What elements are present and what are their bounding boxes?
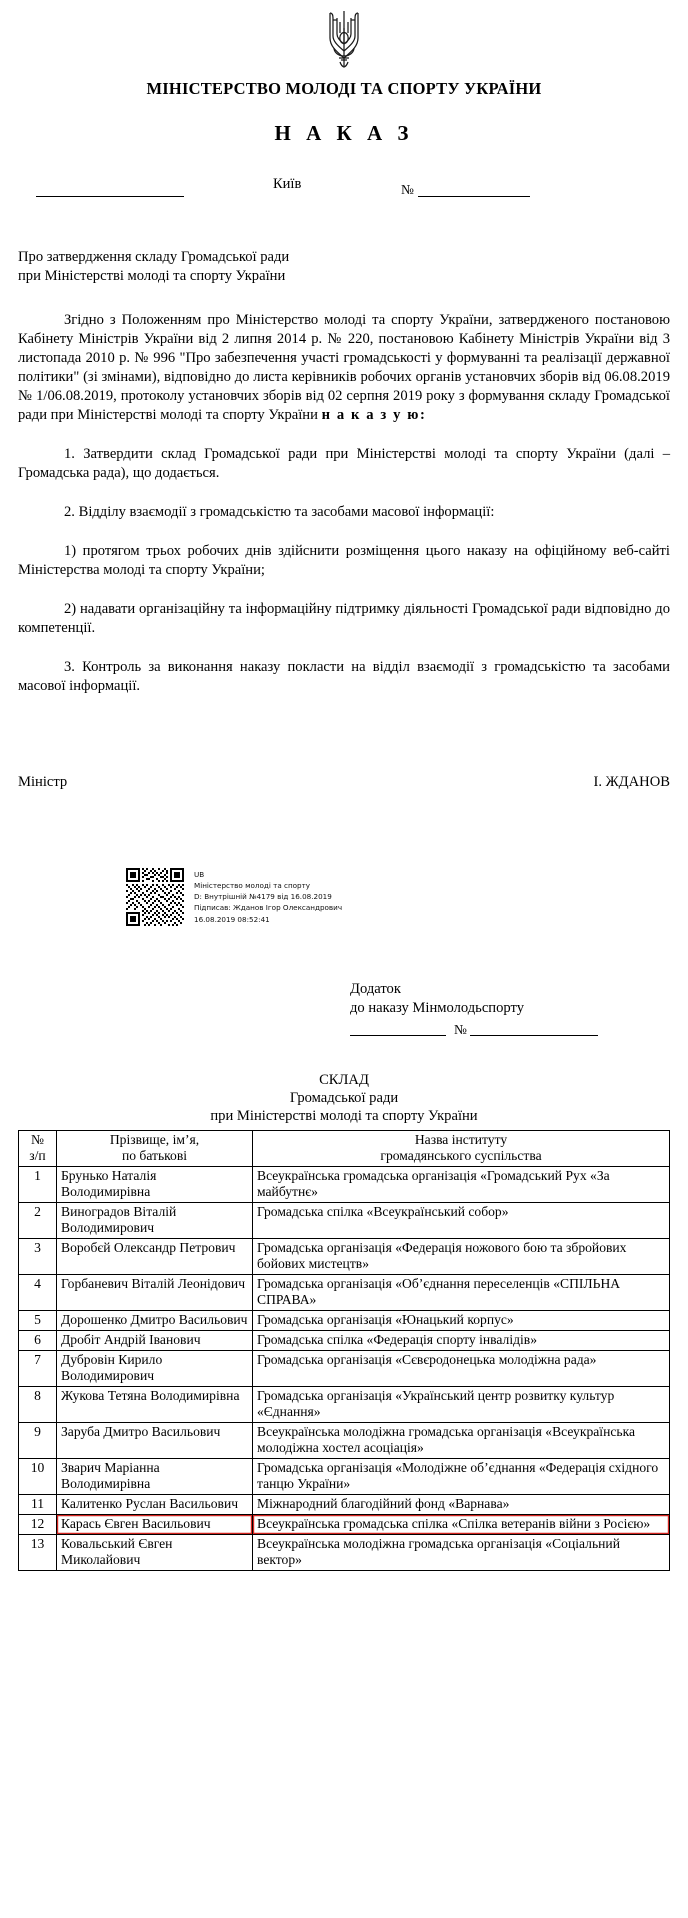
cell-person-name: Калитенко Руслан Васильович	[57, 1495, 253, 1515]
subject-line-2: при Міністерстві молоді та спорту України	[18, 267, 286, 284]
qr-code-icon	[126, 868, 184, 926]
table-row	[19, 1535, 670, 1571]
header-number-line-1: №	[31, 1131, 44, 1147]
header-name-line-2: по батькові	[121, 1147, 188, 1163]
header-org-line-1: Назва інституту	[414, 1131, 508, 1147]
cell-number: 8	[19, 1386, 57, 1422]
table-header-row	[19, 1130, 670, 1166]
appendix-number-rule	[470, 1035, 598, 1036]
cell-number: 13	[19, 1535, 57, 1571]
signature-row	[18, 774, 670, 796]
cell-organization: Громадська спілка «Всеукраїнський собор»	[253, 1202, 670, 1238]
cell-number: 11	[19, 1495, 57, 1515]
item-3-paragraph: 3. Контроль за виконання наказу покласти на відділ взаємодії з громадськістю та засобами масової інформації.	[18, 658, 670, 694]
cell-organization: Міжнародний благодійний фонд «Варнава»	[253, 1495, 670, 1515]
cell-person-name: Жукова Тетяна Володимирівна	[57, 1386, 253, 1422]
cell-organization: Всеукраїнська молодіжна громадська організація «Всеукраїнська молодіжна хостел асоціація»	[253, 1423, 670, 1459]
header-cell-organization	[253, 1130, 670, 1166]
table-row	[19, 1495, 670, 1515]
cell-number: 3	[19, 1238, 57, 1274]
table-row	[19, 1350, 670, 1386]
cell-person-name: Зварич Маріанна Володимирівна	[57, 1459, 253, 1495]
signer-name: І. ЖДАНОВ	[593, 773, 670, 790]
cell-organization: Громадська організація «Український центр розвитку культур «Єднання»	[253, 1386, 670, 1422]
stamp-line-3: D: Внутрішній №4179 від 16.08.2019	[194, 892, 332, 902]
header-name-line-1: Прізвище, ім’я,	[109, 1131, 200, 1147]
cell-organization: Громадська організація «Об’єднання переселенців «СПІЛЬНА СПРАВА»	[253, 1274, 670, 1310]
emblem-container	[18, 0, 670, 75]
cell-number: 5	[19, 1310, 57, 1330]
number-blank-rule	[418, 196, 530, 197]
cell-number: 7	[19, 1350, 57, 1386]
cell-person-name: Заруба Дмитро Васильович	[57, 1423, 253, 1459]
stamp-line-1: UB	[194, 869, 205, 879]
item-2-sub-2-paragraph: 2) надавати організаційну та інформаційну підтримку діяльності Громадської ради відповідно до компетенції.	[18, 601, 670, 636]
item-2-sub-1-paragraph: 1) протягом трьох робочих днів здійснити розміщення цього наказу на офіційному веб-сайті Міністерства молоді та спорту України;	[18, 543, 670, 579]
appendix-line-2: до наказу Мінмолодьспорту	[350, 999, 524, 1016]
preamble-text: Згідно з Положенням про Міністерство молоді та спорту України, затвердженого постановою Кабінету Міністрів України від 2 липня 2014 р. № 220, постановою Кабінету Міністрів України від 3 листопада 2010 р. № 996 "Про забезпечення участі громадськості у формуванні та реалізації державної політики" (зі змінами), відповідно до листа керівників робочих органів установчих зборів від 06.08.2019 № 1/06.08.2019, протоколу установчих зборів від 02 серпня 2019 року з формування складу Громадської ради при Міністерстві молоді та спорту України	[18, 312, 670, 424]
table-row	[19, 1202, 670, 1238]
cell-number: 6	[19, 1330, 57, 1350]
subject-line-1: Про затвердження складу Громадської ради	[18, 249, 290, 265]
stamp-line-2: Міністерство молоді та спорту	[194, 881, 311, 891]
cell-organization: Всеукраїнська громадська організація «Громадський Рух «За майбутнє»	[253, 1166, 670, 1202]
appendix-number-symbol: №	[454, 1021, 467, 1037]
city-label: Київ	[273, 176, 302, 192]
appendix-line-1: Додаток	[350, 980, 401, 997]
cell-person-name: Дубровін Кирило Володимирович	[57, 1350, 253, 1386]
cell-number: 12	[19, 1515, 57, 1535]
date-blank-rule	[36, 196, 184, 197]
signer-role: Міністр	[18, 773, 68, 790]
document-body	[18, 311, 670, 696]
appendix-number-row	[350, 1021, 670, 1041]
header-org-line-2: громадянського суспільства	[380, 1147, 542, 1163]
digital-signature-stamp	[126, 868, 670, 926]
cell-organization: Громадська організація «Федерація ножового бою та збройових бойових мистецтв»	[253, 1238, 670, 1274]
stamp-line-4: Підписав: Жданов Ігор Олександрович	[194, 903, 343, 913]
preamble-paragraph	[18, 311, 670, 425]
cell-person-name: Брунько Наталія Володимирівна	[57, 1166, 253, 1202]
cell-organization: Громадська організація «Молодіжне об’єднання «Федерація східного танцю України»	[253, 1459, 670, 1495]
cell-person-name: Воробєй Олександр Петрович	[57, 1238, 253, 1274]
roster-table-body	[19, 1166, 670, 1571]
stamp-line-5: 16.08.2019 08:52:41	[194, 914, 270, 924]
cell-number: 1	[19, 1166, 57, 1202]
roster-caption	[18, 1071, 670, 1126]
table-row	[19, 1310, 670, 1330]
order-verb: н а к а з у ю:	[321, 407, 427, 424]
number-symbol: №	[401, 182, 414, 197]
cell-number: 2	[19, 1202, 57, 1238]
cell-person-name: Дробіт Андрій Іванович	[57, 1330, 253, 1350]
cell-organization: Всеукраїнська молодіжна громадська організація «Соціальний вектор»	[253, 1535, 670, 1571]
roster-caption-line-3: при Міністерстві молоді та спорту України	[210, 1108, 478, 1125]
cell-number: 4	[19, 1274, 57, 1310]
table-row	[19, 1459, 670, 1495]
ministry-title: МІНІСТЕРСТВО МОЛОДІ ТА СПОРТУ УКРАЇНИ	[146, 79, 542, 98]
stamp-text-block	[194, 868, 342, 925]
table-row	[19, 1238, 670, 1274]
header-cell-name	[57, 1130, 253, 1166]
cell-person-name: Карась Євген Васильович	[57, 1515, 253, 1535]
cell-person-name: Виноградов Віталій Володимирович	[57, 1202, 253, 1238]
table-row	[19, 1330, 670, 1350]
appendix-block	[350, 980, 670, 1041]
roster-caption-line-2: Громадської ради	[289, 1090, 399, 1107]
item-1-paragraph: 1. Затвердити склад Громадської ради при Міністерстві молоді та спорту України (далі – Громадська рада), що додається.	[18, 446, 670, 482]
table-row	[19, 1274, 670, 1310]
table-row	[19, 1423, 670, 1459]
roster-table	[18, 1130, 670, 1572]
cell-number: 10	[19, 1459, 57, 1495]
cell-person-name: Горбаневич Віталій Леонідович	[57, 1274, 253, 1310]
document-subject	[18, 248, 670, 285]
document-type-heading: Н А К А З	[274, 121, 414, 145]
order-meta-row	[18, 176, 670, 210]
appendix-date-rule	[350, 1035, 446, 1036]
header-number-line-2: з/п	[29, 1147, 46, 1163]
ukraine-trident-coat-of-arms-icon	[320, 8, 368, 75]
header-cell-number	[19, 1130, 57, 1166]
table-row	[19, 1386, 670, 1422]
cell-organization: Громадська організація «Юнацький корпус»	[253, 1310, 670, 1330]
cell-organization: Громадська спілка «Федерація спорту інвалідів»	[253, 1330, 670, 1350]
cell-person-name: Ковальський Євген Миколайович	[57, 1535, 253, 1571]
roster-caption-line-1: СКЛАД	[319, 1071, 369, 1088]
table-row	[19, 1515, 670, 1535]
cell-organization: Всеукраїнська громадська спілка «Спілка ветеранів війни з Росією»	[253, 1515, 670, 1535]
table-row	[19, 1166, 670, 1202]
cell-person-name: Дорошенко Дмитро Васильович	[57, 1310, 253, 1330]
cell-number: 9	[19, 1423, 57, 1459]
cell-organization: Громадська організація «Сєвєродонецька молодіжна рада»	[253, 1350, 670, 1386]
item-2-paragraph: 2. Відділу взаємодії з громадськістю та засобами масової інформації:	[64, 504, 495, 521]
